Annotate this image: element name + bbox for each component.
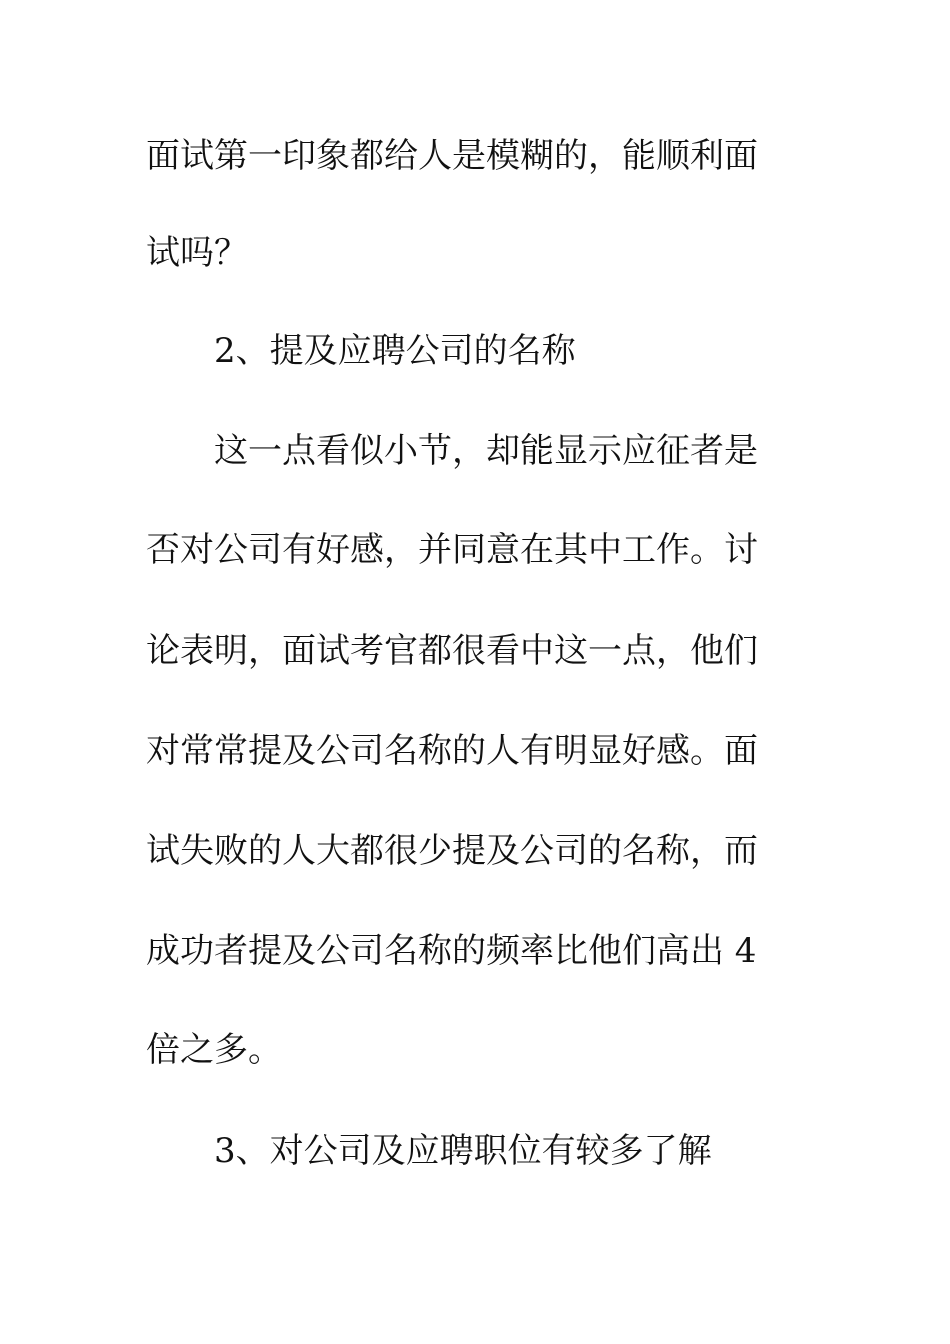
body-text-line: 成功者提及公司名称的频率比他们高出 4	[146, 931, 757, 971]
body-text-line: 这一点看似小节，却能显示应征者是	[214, 431, 758, 471]
body-text-line: 试失败的人大都很少提及公司的名称，而	[146, 831, 758, 871]
section-heading: 2、提及应聘公司的名称	[214, 331, 576, 371]
body-text-line: 倍之多。	[146, 1030, 282, 1070]
body-text-line: 对常常提及公司名称的人有明显好感。面	[146, 731, 758, 771]
body-text-line: 面试第一印象都给人是模糊的，能顺利面	[146, 136, 758, 176]
body-text-line: 否对公司有好感，并同意在其中工作。讨	[146, 530, 758, 570]
body-text-line: 论表明，面试考官都很看中这一点，他们	[146, 631, 758, 671]
section-heading: 3、对公司及应聘职位有较多了解	[214, 1131, 712, 1171]
body-text-line: 试吗？	[146, 233, 248, 273]
